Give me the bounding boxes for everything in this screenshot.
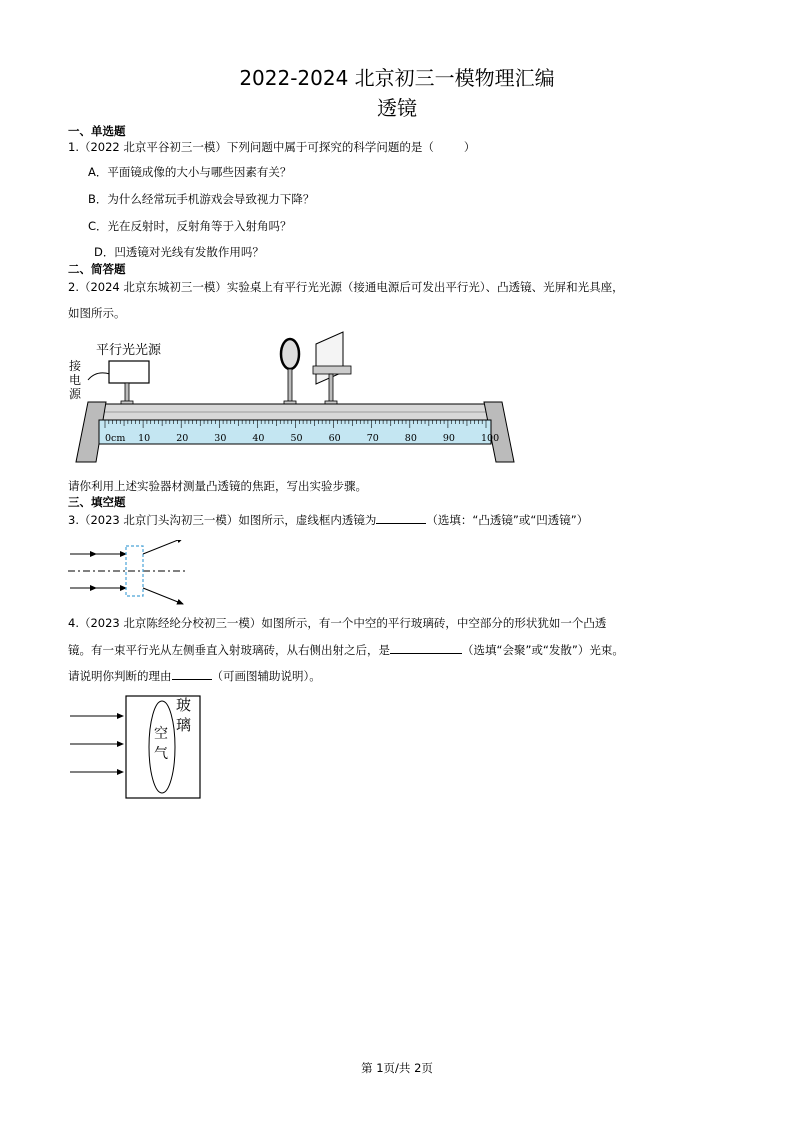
glass-label-1: 玻 (176, 696, 192, 714)
ruler-tick-label: 80 (404, 433, 417, 444)
question-1-option-d: D．凹透镜对光线有发散作用吗？ (94, 245, 264, 259)
question-2-line-1: 2.（2024 北京东城初三一模）实验桌上有平行光光源（接通电源后可发出平行光）、凸透镜、光屏和光具座， (68, 280, 624, 294)
question-4-line-3b: （可画图辅助说明）。 (211, 669, 321, 683)
outgoing-ray-top (143, 540, 183, 554)
glass-block-figure (66, 692, 206, 802)
section-heading-fill-in: 三、填空题 (68, 495, 126, 509)
question-1-stem-text: 1.（2022 北京平谷初三一模）下列问题中属于可探究的科学问题的是（ (68, 140, 434, 154)
question-4-line-2b: （选填“会聚”或“发散”）光束。 (462, 643, 624, 657)
outgoing-ray-bottom (143, 588, 183, 604)
air-label-1: 空 (154, 726, 168, 742)
air-label-2: 气 (154, 746, 168, 762)
question-4-line-2a: 镜。有一束平行光从左侧垂直入射玻璃砖，从右侧出射之后，是 (68, 643, 390, 657)
question-1-option-a: A．平面镜成像的大小与哪些因素有关？ (88, 165, 292, 179)
power-label-1: 接 (69, 359, 82, 373)
question-2-prompt: 请你利用上述实验器材测量凸透镜的焦距，写出实验步骤。 (68, 479, 367, 493)
section-heading-single-choice: 一、单选题 (68, 124, 126, 138)
power-label-2: 电 (69, 373, 82, 387)
question-3-stem-b: （选填：“凸透镜”或“凹透镜”） (426, 513, 589, 527)
page-subtitle: 透镜 (377, 96, 417, 120)
question-4-line-1: 4.（2023 北京陈经纶分校初三一模）如图所示，有一个中空的平行玻璃砖，中空部分的形状犹如一个凸透 (68, 616, 607, 630)
ruler-tick-label: 0cm (105, 433, 126, 444)
question-3-stem-a: 3.（2023 北京门头沟初三一模）如图所示，虚线框内透镜为 (68, 513, 377, 527)
question-4-reason-blank[interactable] (172, 667, 212, 680)
section-heading-short-answer: 二、简答题 (68, 262, 126, 276)
ruler-tick-label: 30 (214, 433, 227, 444)
power-cable (88, 373, 110, 380)
light-source-label: 平行光光源 (96, 343, 162, 358)
question-2-line-2: 如图所示。 (68, 306, 126, 320)
ruler-tick-label: 100 (481, 433, 500, 444)
ruler-tick-label: 10 (138, 433, 151, 444)
lens-box-figure (66, 540, 196, 610)
glass-label-2: 璃 (176, 716, 192, 734)
page-number: 第 1页/共 2页 (361, 1061, 433, 1075)
ruler-tick-label: 60 (328, 433, 341, 444)
ruler-tick-label: 70 (366, 433, 379, 444)
question-4-line-2 (68, 641, 624, 658)
power-label-3: 源 (69, 387, 82, 401)
question-4-answer-blank[interactable] (390, 641, 462, 654)
question-1-option-c: C．光在反射时，反射角等于入射角吗？ (88, 219, 292, 233)
convex-lens (281, 339, 299, 369)
question-1-stem-close: ） (463, 140, 476, 154)
question-1-option-b: B．为什么经常玩手机游戏会导致视力下降？ (88, 192, 315, 206)
ruler-tick-label: 40 (252, 433, 265, 444)
ruler-tick-label: 50 (290, 433, 303, 444)
question-1-stem (68, 139, 475, 155)
ruler-tick-label: 20 (176, 433, 189, 444)
question-4-line-3 (68, 667, 321, 684)
optical-bench-figure (66, 330, 526, 468)
question-3-stem (68, 511, 588, 528)
page-title: 2022-2024 北京初三一模物理汇编 (239, 66, 555, 90)
question-3-answer-blank[interactable] (376, 511, 426, 524)
question-4-line-3a: 请说明你判断的理由 (68, 669, 172, 683)
light-source-box (109, 361, 149, 383)
ruler-tick-label: 90 (442, 433, 455, 444)
